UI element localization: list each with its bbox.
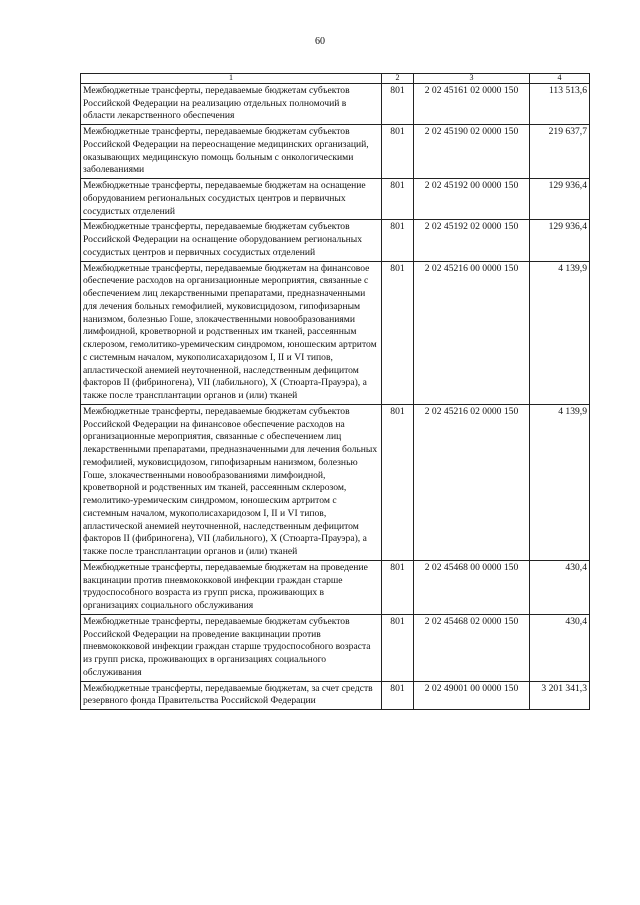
row-description: Межбюджетные трансферты, передаваемые бюджетам на оснащение оборудованием региональных сосудистых центров и первичных сосудистых отделений <box>81 179 382 220</box>
table-row <box>81 125 590 179</box>
header-col-2: 2 <box>382 74 414 84</box>
row-amount: 113 513,6 <box>530 83 590 124</box>
row-kbk-code: 2 02 45161 02 0000 150 <box>414 83 530 124</box>
row-description: Межбюджетные трансферты, передаваемые бюджетам субъектов Российской Федерации на финансовое обеспечение расходов на организационные мероприятия, связанные с обеспечением лиц лекарственными препаратами, предназначенными для лечения больных гемофилией, муковисцидозом, гипофизарным нанизмом, болезнью Гоше, злокачественными новообразованиями лимфоидной, кроветворной и родственных им тканей, рассеянным склерозом, гемолитико-уремическим синдромом, юношеским артритом с системным началом, мукополисахаридозом I, II и VI типов, апластической анемией неуточненной, наследственным дефицитом факторов II (фибриногена), VII (лабильного), X (Стюарта-Прауэра), а также после трансплантации органов и (или) тканей <box>81 404 382 560</box>
table-row <box>81 83 590 124</box>
row-kbk-code: 2 02 45216 00 0000 150 <box>414 261 530 404</box>
row-amount: 129 936,4 <box>530 179 590 220</box>
row-kbk-code: 2 02 49001 00 0000 150 <box>414 681 530 710</box>
row-kbk-code: 2 02 45468 00 0000 150 <box>414 560 530 614</box>
row-amount: 129 936,4 <box>530 220 590 261</box>
table-row <box>81 614 590 681</box>
header-col-1: 1 <box>81 74 382 84</box>
table-row <box>81 261 590 404</box>
table-row <box>81 560 590 614</box>
row-admin-code: 801 <box>382 681 414 710</box>
row-description: Межбюджетные трансферты, передаваемые бюджетам субъектов Российской Федерации на оснащение оборудованием региональных сосудистых центров и первичных сосудистых отделений <box>81 220 382 261</box>
row-description: Межбюджетные трансферты, передаваемые бюджетам на проведение вакцинации против пневмококковой инфекции граждан старше трудоспособного возраста из групп риска, проживающих в организациях социального обслуживания <box>81 560 382 614</box>
table-row <box>81 179 590 220</box>
row-amount: 3 201 341,3 <box>530 681 590 710</box>
page-number: 60 <box>315 36 325 47</box>
row-admin-code: 801 <box>382 560 414 614</box>
row-description: Межбюджетные трансферты, передаваемые бюджетам субъектов Российской Федерации на реализацию отдельных полномочий в области лекарственного обеспечения <box>81 83 382 124</box>
budget-table <box>80 73 590 710</box>
row-amount: 4 139,9 <box>530 404 590 560</box>
row-kbk-code: 2 02 45190 02 0000 150 <box>414 125 530 179</box>
table-header-row <box>81 74 590 84</box>
row-admin-code: 801 <box>382 404 414 560</box>
row-admin-code: 801 <box>382 83 414 124</box>
row-amount: 430,4 <box>530 614 590 681</box>
row-description: Межбюджетные трансферты, передаваемые бюджетам на финансовое обеспечение расходов на организационные мероприятия, связанные с обеспечением лиц лекарственными препаратами, предназначенными для лечения больных гемофилией, муковисцидозом, гипофизарным нанизмом, болезнью Гоше, злокачественными новообразованиями лимфоидной, кроветворной и родственных им тканей, рассеянным склерозом, гемолитико-уремическим синдромом, юношеским артритом с системным началом, мукополисахаридозом I, II и VI типов, апластической анемией неуточненной, наследственным дефицитом факторов II (фибриногена), VII (лабильного), X (Стюарта-Прауэра), а также после трансплантации органов и (или) тканей <box>81 261 382 404</box>
header-col-3: 3 <box>414 74 530 84</box>
row-amount: 430,4 <box>530 560 590 614</box>
row-description: Межбюджетные трансферты, передаваемые бюджетам субъектов Российской Федерации на проведение вакцинации против пневмококковой инфекции граждан старше трудоспособного возраста из групп риска, проживающих в организациях социального обслуживания <box>81 614 382 681</box>
row-kbk-code: 2 02 45192 02 0000 150 <box>414 220 530 261</box>
row-admin-code: 801 <box>382 220 414 261</box>
row-admin-code: 801 <box>382 125 414 179</box>
row-amount: 219 637,7 <box>530 125 590 179</box>
row-description: Межбюджетные трансферты, передаваемые бюджетам субъектов Российской Федерации на переоснащение медицинских организаций, оказывающих медицинскую помощь больным с онкологическими заболеваниями <box>81 125 382 179</box>
header-col-4: 4 <box>530 74 590 84</box>
row-kbk-code: 2 02 45468 02 0000 150 <box>414 614 530 681</box>
table-row <box>81 681 590 710</box>
table-row <box>81 220 590 261</box>
row-kbk-code: 2 02 45216 02 0000 150 <box>414 404 530 560</box>
table-row <box>81 404 590 560</box>
row-kbk-code: 2 02 45192 00 0000 150 <box>414 179 530 220</box>
row-description: Межбюджетные трансферты, передаваемые бюджетам, за счет средств резервного фонда Правительства Российской Федерации <box>81 681 382 710</box>
row-admin-code: 801 <box>382 261 414 404</box>
row-amount: 4 139,9 <box>530 261 590 404</box>
row-admin-code: 801 <box>382 179 414 220</box>
row-admin-code: 801 <box>382 614 414 681</box>
